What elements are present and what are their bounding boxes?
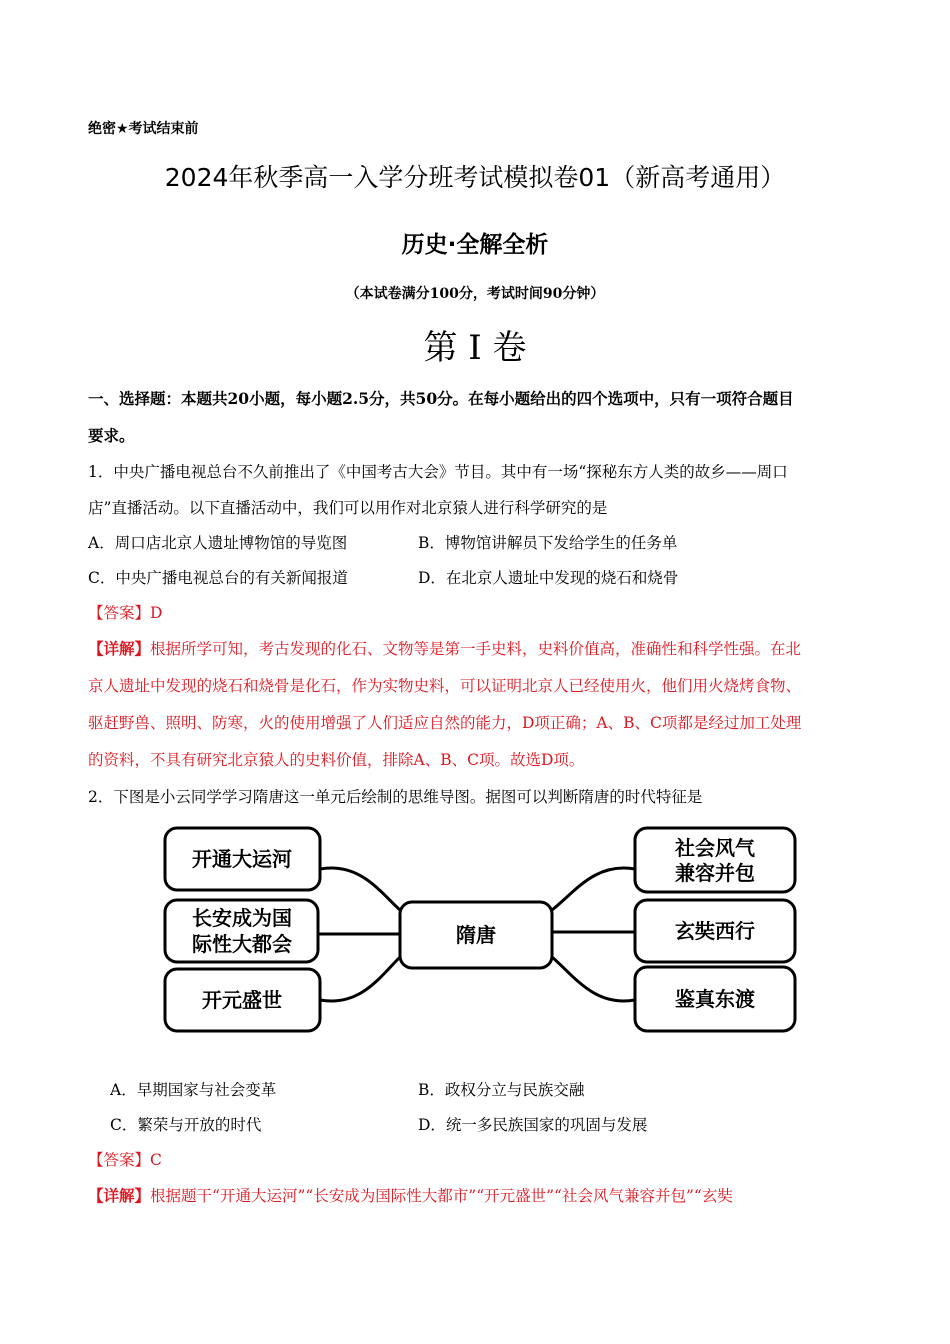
mind-map-diagram: [160, 822, 800, 1037]
q2-option-a: A．早期国家与社会变革: [110, 1081, 277, 1099]
q1-detail-label: 【详解】: [88, 639, 151, 658]
node-center: 隋唐: [456, 923, 496, 947]
connector-left3: [320, 957, 400, 1001]
node-left2a: 长安成为国: [192, 906, 292, 930]
q1-stem-line2: 店”直播活动。以下直播活动中，我们可以用作对北京猿人进行科学研究的是: [88, 499, 608, 517]
q1-detail-line1: [88, 637, 801, 659]
q1-detail-line2: 京人遗址中发现的烧石和烧骨是化石，作为实物史料，可以证明北京人已经使用火，他们用火烧烤食物、: [88, 677, 802, 695]
q1-option-a: A．周口店北京人遗址博物馆的导览图: [88, 534, 348, 552]
q1-option-d: D．在北京人遗址中发现的烧石和烧骨: [418, 569, 679, 587]
q2-option-b: B．政权分立与民族交融: [418, 1081, 585, 1099]
exam-note: （本试卷满分100分，考试时间90分钟）: [345, 286, 605, 302]
connector-right3: [552, 957, 635, 1001]
node-right2: 玄奘西行: [675, 919, 755, 943]
node-left1: 开通大运河: [192, 847, 292, 871]
node-right1a: 社会风气: [675, 836, 755, 860]
section-instruction-line2: 要求。: [88, 426, 135, 445]
q2-detail-line1: [88, 1184, 733, 1206]
node-left2b: 际性大都会: [192, 932, 292, 956]
q2-answer: 【答案】C: [88, 1151, 162, 1169]
q2-stem-line1: 2．下图是小云同学学习隋唐这一单元后绘制的思维导图。据图可以判断隋唐的时代特征是: [88, 788, 703, 806]
q1-option-b: B．博物馆讲解员下发给学生的任务单: [418, 534, 678, 552]
page-subtitle: 历史·全解全析: [401, 232, 549, 258]
q2-detail-text1: 根据题干“开通大运河”“长安成为国际性大都市”“开元盛世”“社会风气兼容并包”“玄奘: [150, 1187, 733, 1205]
q1-stem-line1: 1．中央广播电视总台不久前推出了《中国考古大会》节目。其中有一场“探秘东方人类的故乡——周口: [88, 463, 788, 481]
connector-right1: [552, 868, 635, 910]
q1-detail-line3: 驱赶野兽、照明、防寒，火的使用增强了人们适应自然的能力，D项正确；A、B、C项都是经过加工处理: [88, 714, 802, 732]
q1-answer: 【答案】D: [88, 604, 163, 622]
secret-label: 绝密★考试结束前: [88, 121, 199, 137]
node-left3: 开元盛世: [202, 988, 282, 1012]
q2-detail-label: 【详解】: [88, 1186, 151, 1205]
q1-option-c: C．中央广播电视总台的有关新闻报道: [88, 569, 348, 587]
volume-heading: 第 I 卷: [423, 328, 527, 368]
q2-option-d: D．统一多民族国家的巩固与发展: [418, 1116, 648, 1134]
connector-left1: [320, 868, 400, 910]
q1-detail-text1: 根据所学可知，考古发现的化石、文物等是第一手史料，史料价值高，准确性和科学性强。在北: [150, 640, 802, 658]
q1-detail-line4: 的资料，不具有研究北京猿人的史料价值，排除A、B、C项。故选D项。: [88, 751, 585, 769]
section-instruction-line1: 一、选择题：本题共20小题，每小题2.5分，共50分。在每小题给出的四个选项中，只有一项符合题目: [88, 389, 794, 408]
page-title: 2024年秋季高一入学分班考试模拟卷01（新高考通用）: [164, 163, 786, 192]
node-right1b: 兼容并包: [675, 861, 755, 885]
node-right3: 鉴真东渡: [675, 987, 755, 1011]
q2-option-c: C．繁荣与开放的时代: [110, 1116, 262, 1134]
